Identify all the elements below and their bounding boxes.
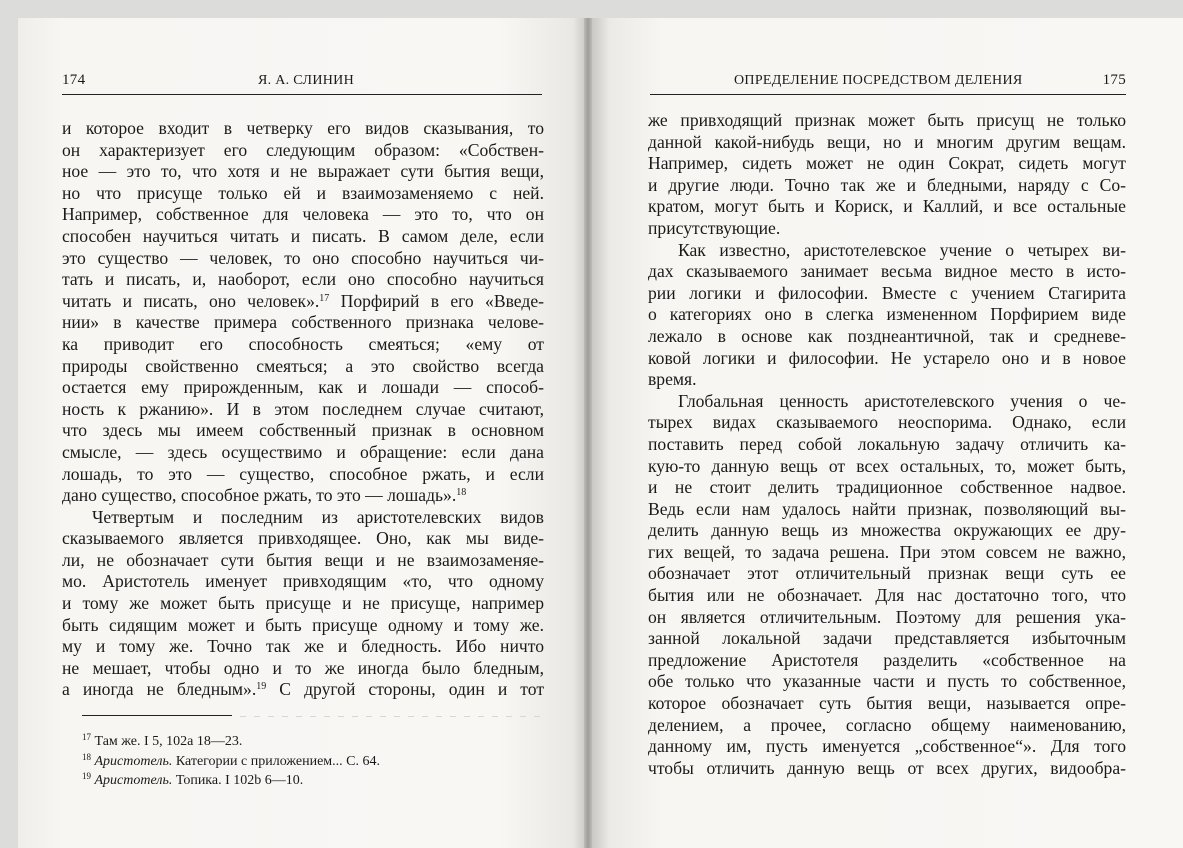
line-text: кратом, могут быть и Кориск, и Каллий, и все остальные (648, 196, 1126, 217)
text-line (62, 204, 544, 226)
footnote (82, 732, 542, 752)
chapter-running-title: ОПРЕДЕЛЕНИЕ ПОСРЕДСТВОМ ДЕЛЕНИЯ (734, 73, 1023, 88)
line-text: сказываемого является привходящее. Оно, как мы виде- (62, 528, 544, 549)
text-line (648, 369, 1126, 391)
line-text: ное — это то, что хотя и не выражает сути бытия вещи, (62, 161, 544, 182)
footnote-ref: 19 (256, 681, 267, 693)
text-line (62, 679, 544, 701)
footnote-text: Категории с приложением... С. 64. (172, 753, 380, 769)
text-line (62, 550, 544, 572)
text-line (62, 269, 544, 291)
line-text: он является отличительным. Поэтому для решения ука- (648, 606, 1126, 627)
text-line (62, 291, 544, 313)
text-line (648, 434, 1126, 456)
text-line (648, 412, 1126, 434)
text-line (648, 650, 1126, 672)
text-line (648, 153, 1126, 175)
line-text: обозначает этот отличительный признак вещи суть ее (648, 563, 1126, 584)
line-text: Например, сидеть может не один Сократ, сидеть могут (648, 153, 1126, 174)
text-line (648, 671, 1126, 693)
left-running-head (62, 72, 542, 95)
line-text: бытия или не обозначает. Для нас достаточно того, что (648, 585, 1126, 606)
text-line (62, 507, 544, 529)
text-line (648, 348, 1126, 370)
line-text: а иногда не бледным». (62, 679, 257, 700)
text-line (62, 399, 544, 421)
page-number-right: 175 (1102, 72, 1126, 88)
text-line (648, 132, 1126, 154)
line-text: остается ему прирожденным, как и лошади — способ- (62, 377, 544, 398)
left-body-text (62, 118, 544, 701)
text-line (648, 196, 1126, 218)
text-line (62, 442, 544, 464)
text-line (648, 736, 1126, 758)
footnote-number: 19 (82, 771, 91, 781)
line-text: занной локальной задачи представляется избыточным (648, 628, 1126, 649)
text-line (648, 563, 1126, 585)
line-text: мо. Аристотель именует привходящим «то, что одному (62, 571, 544, 592)
text-line (648, 499, 1126, 521)
right-running-head (650, 72, 1126, 95)
line-text: он характеризует его следующим образом: «Собствен- (62, 139, 544, 160)
footnote-text: Топика. I 102b 6—10. (172, 773, 304, 788)
footnote (82, 771, 542, 791)
text-line (62, 334, 544, 356)
author-running-title: Я. А. СЛИНИН (258, 73, 354, 88)
line-text: данному им, пусть именуется „собственное“». Для того (648, 736, 1126, 757)
line-text-continued: Порфирий в его «Введе- (329, 290, 544, 311)
line-text: делением, а прочее, согласно общему наименованию, (648, 714, 1126, 735)
line-text: же привходящий признак может быть присущ не только (648, 110, 1126, 130)
text-line (648, 715, 1126, 737)
text-line (62, 636, 544, 658)
text-line (648, 607, 1126, 629)
line-text: и которое входит в четверку его видов сказывания, то (62, 118, 544, 138)
book-gutter (584, 18, 592, 848)
line-text: поставить перед собой локальную задачу отличить ка- (648, 433, 1126, 454)
text-line (648, 477, 1126, 499)
line-text: чтобы отличить данную вещь от всех других, видообра- (648, 757, 1126, 778)
text-line (62, 593, 544, 615)
line-text: но что присуще только ей и взаимозаменяемо с ней. (62, 182, 544, 203)
line-text: му и тому же. Точно так же и бледность. Ибо ничто (62, 636, 544, 657)
line-text: гих вещей, то задача решена. При этом совсем не важно, (648, 541, 1126, 562)
right-body-text (648, 110, 1126, 779)
text-line (648, 304, 1126, 326)
line-text: тырех видах сказываемого неоспорима. Однако, если (648, 412, 1126, 433)
text-line (62, 528, 544, 550)
line-text: время. (648, 369, 697, 390)
line-text: делить данную вещь из множества окружающих ее дру- (648, 520, 1126, 541)
footnotes (82, 732, 542, 791)
line-text: смысле, — здесь осуществимо и обращение: если дана (62, 441, 544, 462)
line-text: Глобальная ценность аристотелевского учения о че- (678, 390, 1126, 411)
footnote (82, 752, 542, 772)
text-line (62, 377, 544, 399)
text-line (648, 391, 1126, 413)
text-line (62, 485, 544, 507)
line-text: читать и писать, оно человек». (62, 290, 320, 311)
line-text: и не стоит делить традиционное собственное надвое. (648, 477, 1126, 498)
text-line (62, 248, 544, 270)
line-text: Ведь если нам удалось найти признак, позволяющий вы- (648, 498, 1126, 519)
text-line (648, 585, 1126, 607)
line-text: не мешает, чтобы одно и то же иногда было бледным, (62, 657, 544, 678)
text-line (62, 140, 544, 162)
footnote-ref: 17 (319, 292, 330, 304)
text-line (648, 456, 1126, 478)
text-line (648, 110, 1126, 132)
text-line (62, 356, 544, 378)
line-text: дах сказываемого занимает весьма видное место в исто- (648, 261, 1126, 282)
line-text: данной какой-нибудь вещи, но и многим другим вещам. (648, 131, 1126, 152)
text-line (62, 464, 544, 486)
text-line (62, 312, 544, 334)
line-text: способен научиться читать и писать. В самом деле, если (62, 225, 544, 246)
footnote-rule (82, 715, 232, 716)
text-line (648, 542, 1126, 564)
line-text: Например, собственное для человека — это то, что он (62, 204, 544, 225)
footnote-number: 18 (82, 751, 91, 762)
footnote-author: Аристотель. (94, 773, 173, 788)
page-number-left: 174 (62, 72, 86, 88)
line-text: присутствующие. (648, 217, 781, 238)
line-text: которое обозначает суть бытия вещи, называется опре- (648, 693, 1126, 714)
footnote-author: Аристотель. (94, 753, 173, 769)
line-text: лошадь, то это — существо, способное ржать, и если (62, 463, 544, 484)
line-text: предложение Аристотеля разделить «собственное на (648, 649, 1126, 670)
line-text: лежало в основе как позднеантичной, так и средневе- (648, 325, 1126, 346)
text-line (648, 240, 1126, 262)
line-text: природы свойственно смеяться; а это свойство всегда (62, 355, 544, 376)
line-text: это существо — человек, то оно способно научиться чи- (62, 247, 544, 268)
footnote-number: 17 (82, 732, 91, 742)
text-line (62, 161, 544, 183)
text-line (648, 628, 1126, 650)
text-line (648, 758, 1126, 780)
text-line (62, 183, 544, 205)
text-line (62, 226, 544, 248)
line-text-continued: С другой стороны, один и тот (266, 679, 545, 700)
text-line (648, 693, 1126, 715)
line-text: тать и писать, и, наоборот, если оно способно научиться (62, 269, 544, 290)
line-text: о категориях оно в слегка измененном Порфирием виде (648, 304, 1126, 325)
footnote-ref: 18 (456, 487, 467, 499)
line-text: дано существо, способное ржать, то это — лошадь». (62, 485, 457, 506)
text-line (648, 520, 1126, 542)
line-text: обе только что указанные части и пусть то собственное, (648, 671, 1126, 692)
line-text: ность к ржанию». И в этом последнем случае считают, (62, 398, 544, 419)
line-text: Как известно, аристотелевское учение о четырех ви- (678, 239, 1126, 260)
text-line (648, 283, 1126, 305)
text-line (62, 615, 544, 637)
line-text: ковой логики и философии. Не устарело оно и в новое (648, 347, 1126, 368)
line-text: и тому же может быть присуще и не присуще, например (62, 593, 544, 614)
line-text: ли, не обозначает сути бытия вещи и не взаимозаменяе- (62, 549, 544, 570)
text-line (648, 175, 1126, 197)
line-text: нии» в качестве примера собственного признака челове- (62, 312, 544, 333)
text-line (648, 326, 1126, 348)
text-line (62, 658, 544, 680)
footnote-text: Там же. I 5, 102a 18—23. (94, 734, 243, 749)
text-line (62, 420, 544, 442)
text-line (62, 118, 544, 140)
line-text: быть сидящим может и быть присуще одному и тому же. (62, 614, 544, 635)
line-text: что здесь мы имеем собственный признак в основном (62, 420, 544, 441)
text-line (62, 571, 544, 593)
line-text: и другие люди. Точно так же и бледными, наряду с Со- (648, 174, 1126, 195)
text-line (648, 261, 1126, 283)
text-line (648, 218, 1126, 240)
line-text: Четвертым и последним из аристотелевских видов (92, 506, 544, 527)
line-text: ка приводит его способность смеяться; «ему от (62, 333, 544, 354)
line-text: рии логики и философии. Вместе с учением Стагирита (648, 282, 1126, 303)
line-text: кую-то данную вещь от всех остальных, то, может быть, (648, 455, 1126, 476)
bleed-through-shadow (240, 716, 540, 717)
